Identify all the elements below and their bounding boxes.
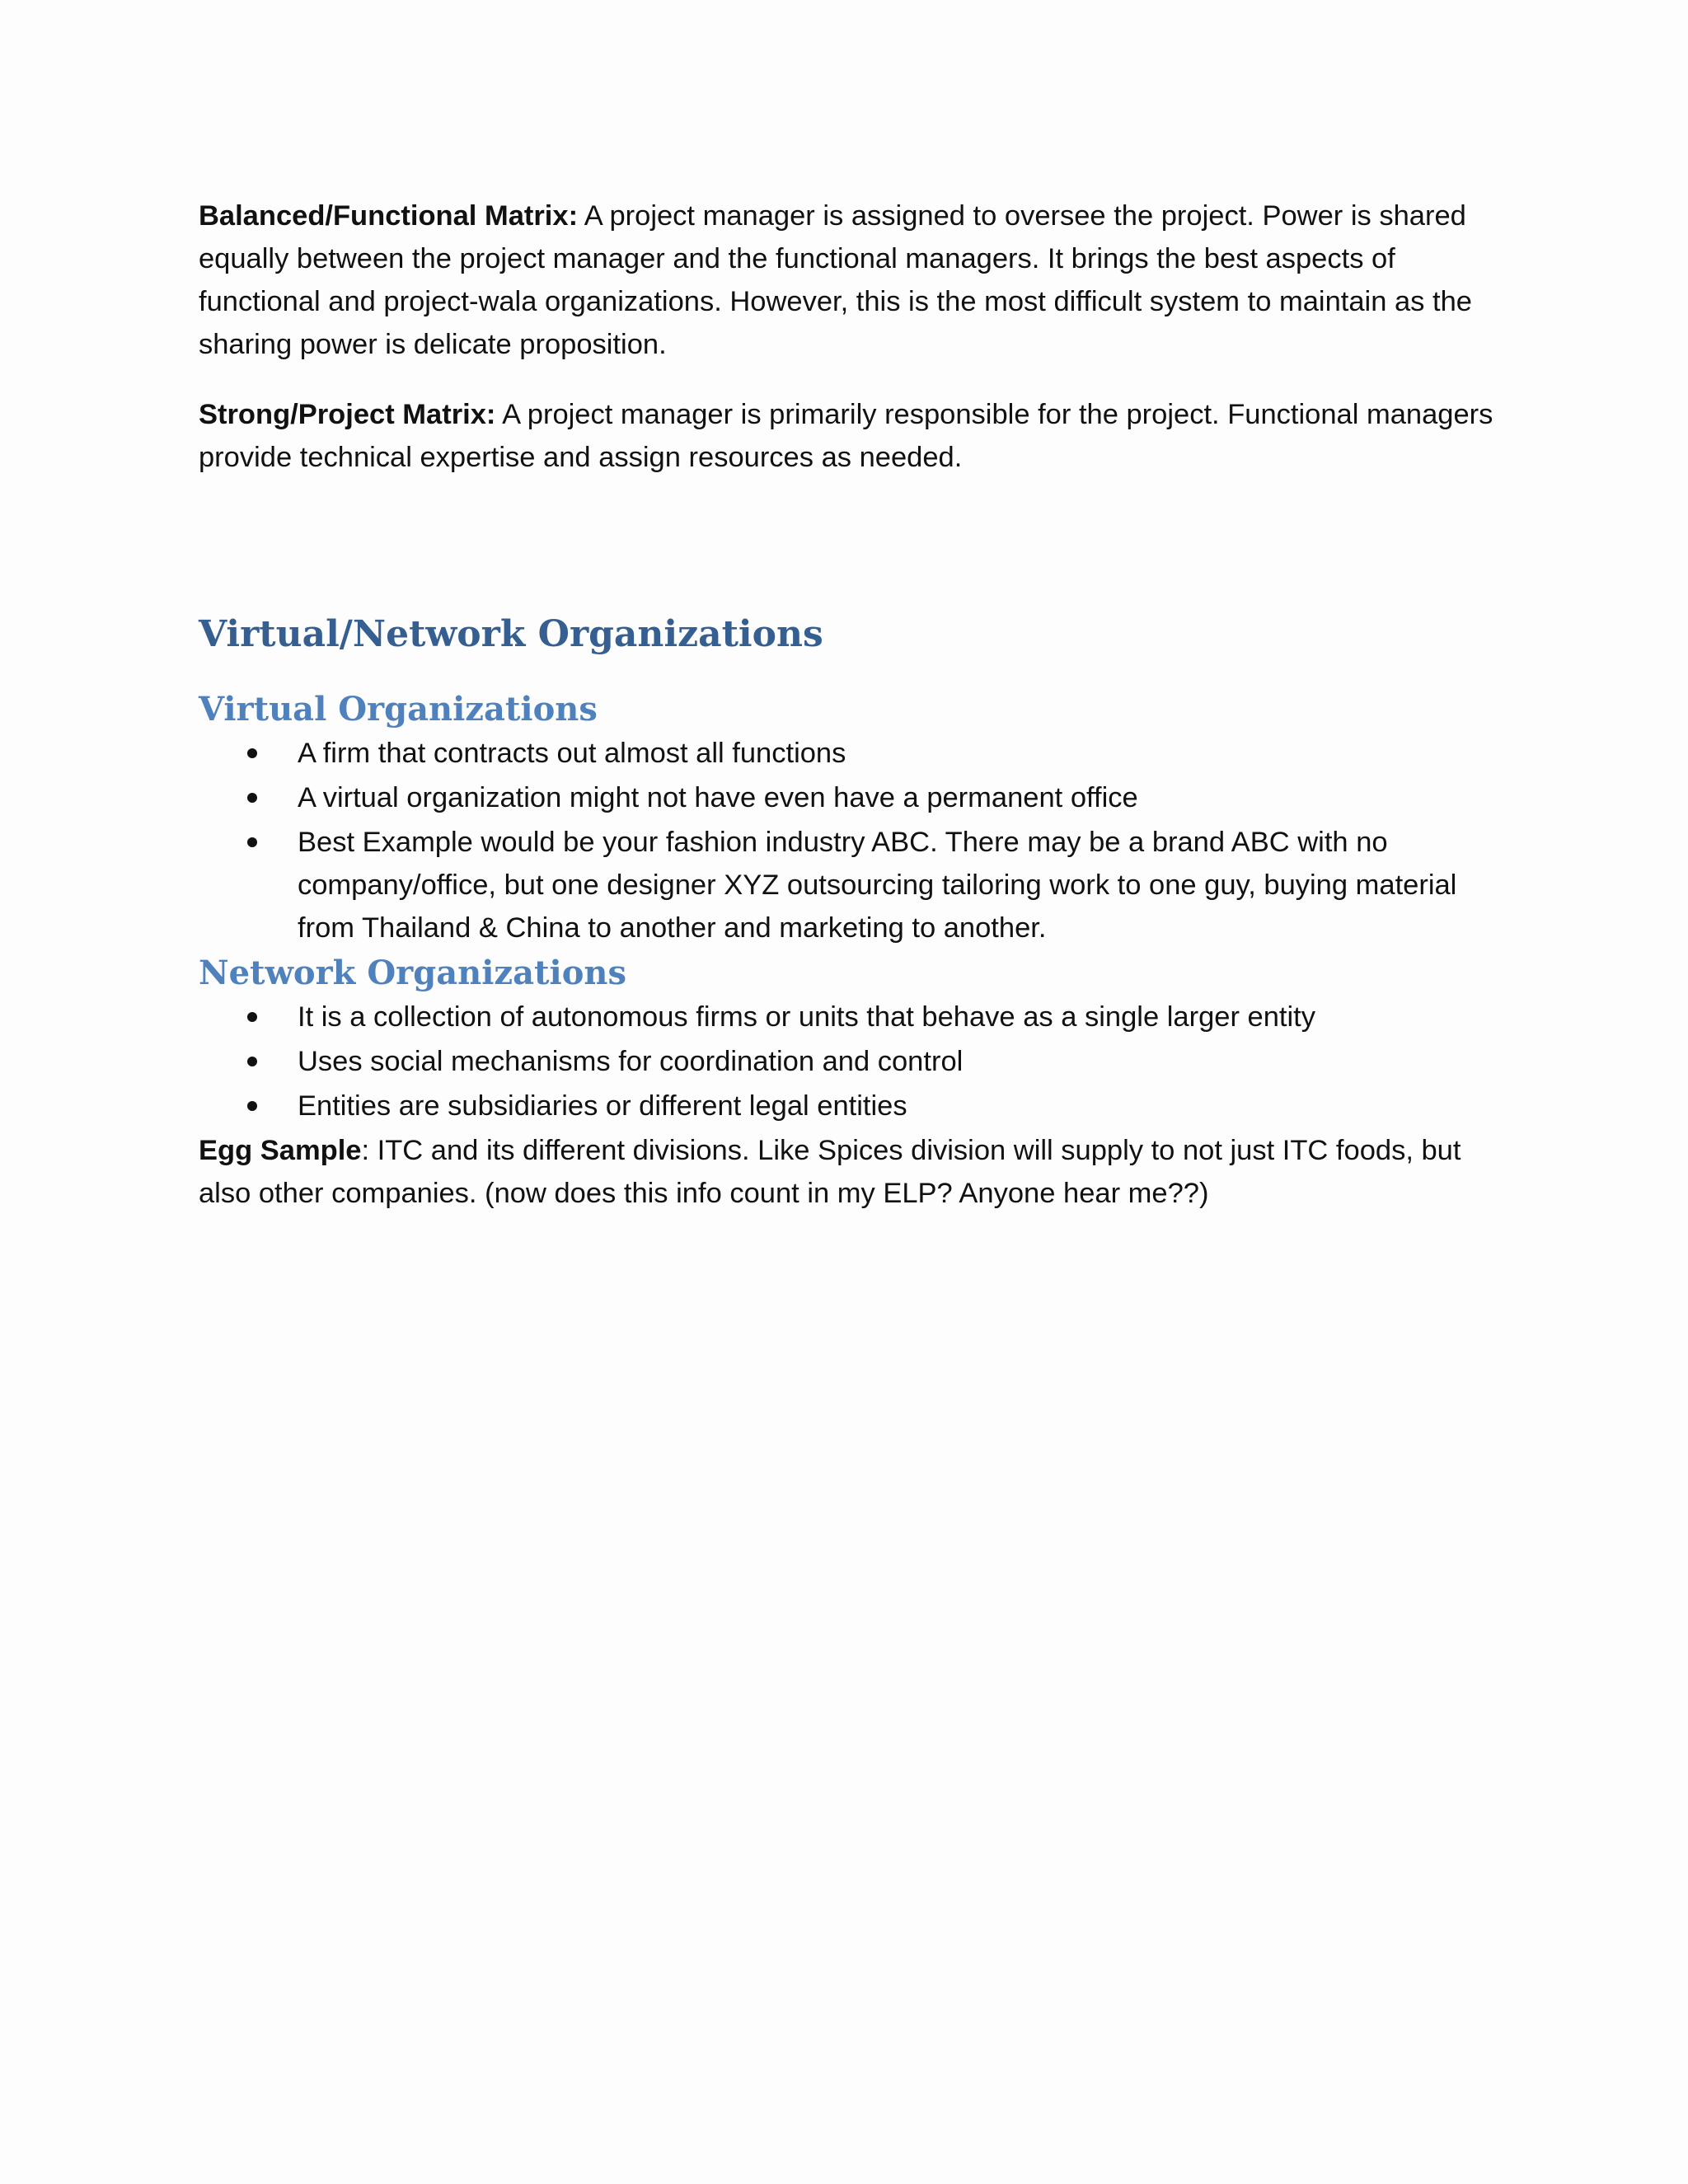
network-organizations-heading: Network Organizations bbox=[199, 954, 626, 992]
virtual-organizations-list bbox=[199, 732, 1517, 949]
list-item bbox=[199, 996, 1517, 1038]
network-organizations-list bbox=[199, 996, 1517, 1127]
strong-matrix-text: A project manager is primarily responsible for the project. Functional managers provide technical expertise and assign resources as needed. bbox=[199, 399, 1493, 473]
list-item bbox=[199, 776, 1517, 819]
list-item-text: A virtual organization might not have even have a permanent office bbox=[298, 782, 1138, 813]
bullet-icon bbox=[247, 793, 257, 803]
list-item-text: A firm that contracts out almost all functions bbox=[298, 738, 846, 769]
balanced-matrix-term: Balanced/Functional Matrix: bbox=[199, 200, 579, 232]
bullet-icon bbox=[247, 748, 257, 758]
strong-matrix-term: Strong/Project Matrix: bbox=[199, 399, 496, 430]
example-paragraph bbox=[199, 1129, 1517, 1215]
list-item bbox=[199, 1085, 1517, 1127]
balanced-matrix-paragraph bbox=[199, 194, 1517, 366]
list-item-text: Best Example would be your fashion industry ABC. There may be a brand ABC with no company/office, but one designer XYZ outsourcing tailoring work to one guy, buying material from Thailand & China to another and marketing to another. bbox=[298, 827, 1457, 944]
bullet-icon bbox=[247, 837, 257, 847]
example-term: Egg Sample bbox=[199, 1135, 362, 1166]
list-item bbox=[199, 821, 1517, 949]
list-item-text: Uses social mechanisms for coordination and control bbox=[298, 1046, 964, 1077]
list-item bbox=[199, 732, 1517, 775]
list-item-text: It is a collection of autonomous firms or units that behave as a single larger entity bbox=[298, 1001, 1315, 1033]
virtual-organizations-heading: Virtual Organizations bbox=[199, 690, 598, 729]
list-item bbox=[199, 1040, 1517, 1083]
section-spacer bbox=[199, 479, 1517, 610]
strong-matrix-paragraph bbox=[199, 393, 1517, 479]
list-item-text: Entities are subsidiaries or different legal entities bbox=[298, 1090, 907, 1122]
balanced-matrix-text: A project manager is assigned to oversee the project. Power is shared equally between the project manager and the functional managers. It brings the best aspects of functional and project-wala organizations. However, this is the most difficult system to maintain as the sharing power is delicate proposition. bbox=[199, 200, 1472, 360]
section-heading: Virtual/Network Organizations bbox=[199, 613, 823, 655]
document-body bbox=[199, 194, 1517, 1215]
bullet-icon bbox=[247, 1101, 257, 1111]
bullet-icon bbox=[247, 1057, 257, 1066]
bullet-icon bbox=[247, 1012, 257, 1022]
example-text: : ITC and its different divisions. Like Spices division will supply to not just ITC foods, but also other companies. (now does this info count in my ELP? Anyone hear me??) bbox=[199, 1135, 1461, 1209]
